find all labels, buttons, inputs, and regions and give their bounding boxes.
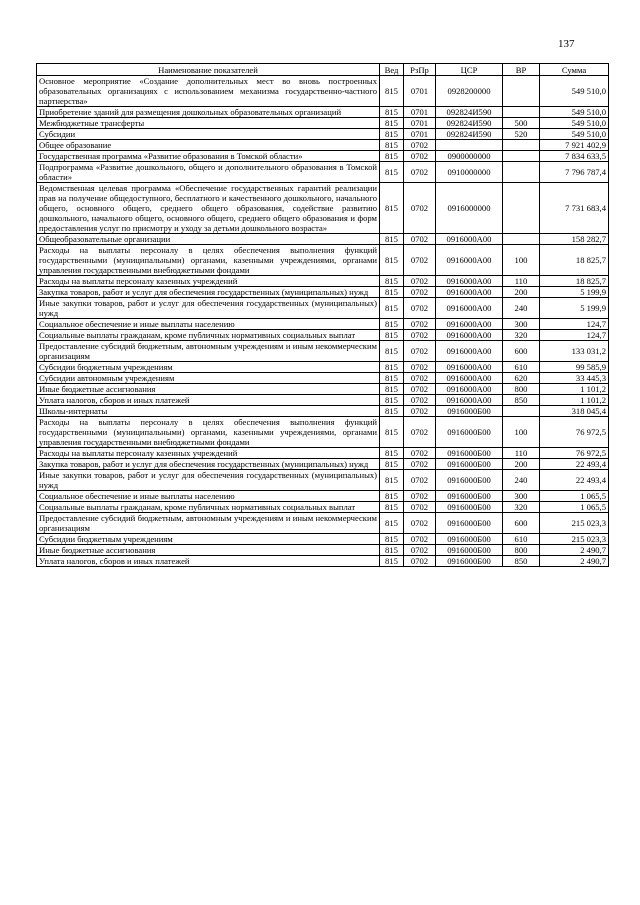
table-row — [37, 373, 609, 384]
row-ved: 815 — [380, 502, 404, 513]
row-rzpr: 0702 — [404, 470, 436, 491]
row-ved: 815 — [380, 395, 404, 406]
row-sum: 549 510,0 — [540, 107, 609, 118]
row-vr — [503, 151, 540, 162]
table-row — [37, 245, 609, 276]
row-name: Иные бюджетные ассигнования — [37, 384, 380, 395]
row-csr: 0916000Б00 — [436, 556, 503, 567]
row-vr: 850 — [503, 395, 540, 406]
row-csr: 0916000Б00 — [436, 459, 503, 470]
row-name: Иные бюджетные ассигнования — [37, 545, 380, 556]
table-row — [37, 341, 609, 362]
table-header-row — [37, 64, 609, 76]
row-sum: 5 199,9 — [540, 298, 609, 319]
row-csr: 0916000Б00 — [436, 502, 503, 513]
table-row — [37, 276, 609, 287]
row-csr: 0916000А00 — [436, 373, 503, 384]
row-name: Социальные выплаты гражданам, кроме публичных нормативных социальных выплат — [37, 330, 380, 341]
row-rzpr: 0702 — [404, 245, 436, 276]
table-row — [37, 491, 609, 502]
row-rzpr: 0702 — [404, 395, 436, 406]
row-sum: 1 101,2 — [540, 395, 609, 406]
row-csr: 0916000А00 — [436, 245, 503, 276]
row-rzpr: 0701 — [404, 118, 436, 129]
row-name: Межбюджетные трансферты — [37, 118, 380, 129]
row-rzpr: 0702 — [404, 319, 436, 330]
row-name: Общеобразовательные организации — [37, 234, 380, 245]
row-ved: 815 — [380, 183, 404, 234]
row-csr: 0916000Б00 — [436, 448, 503, 459]
table-row — [37, 298, 609, 319]
row-name: Предоставление субсидий бюджетным, автономным учреждениям и иным некоммерческим организациям — [37, 513, 380, 534]
row-ved: 815 — [380, 406, 404, 417]
row-ved: 815 — [380, 76, 404, 107]
row-ved: 815 — [380, 234, 404, 245]
row-vr: 850 — [503, 556, 540, 567]
row-csr: 0916000А00 — [436, 341, 503, 362]
row-ved: 815 — [380, 459, 404, 470]
row-name: Приобретение зданий для размещения дошкольных образовательных организаций — [37, 107, 380, 118]
row-csr — [436, 140, 503, 151]
table-row — [37, 140, 609, 151]
row-sum: 549 510,0 — [540, 118, 609, 129]
row-sum: 124,7 — [540, 319, 609, 330]
row-ved: 815 — [380, 330, 404, 341]
row-name: Расходы на выплаты персоналу казенных учреждений — [37, 276, 380, 287]
row-vr: 300 — [503, 319, 540, 330]
row-ved: 815 — [380, 319, 404, 330]
row-ved: 815 — [380, 107, 404, 118]
row-csr: 0916000Б00 — [436, 417, 503, 448]
row-vr — [503, 140, 540, 151]
table-row — [37, 162, 609, 183]
table-row — [37, 107, 609, 118]
row-vr: 200 — [503, 287, 540, 298]
table-row — [37, 502, 609, 513]
header-ved: Вед — [380, 64, 404, 76]
row-name: Субсидии автономным учреждениям — [37, 373, 380, 384]
row-sum: 7 921 402,9 — [540, 140, 609, 151]
row-sum: 2 490,7 — [540, 556, 609, 567]
header-sum: Сумма — [540, 64, 609, 76]
row-vr: 610 — [503, 534, 540, 545]
row-vr — [503, 183, 540, 234]
row-sum: 22 493,4 — [540, 459, 609, 470]
row-rzpr: 0702 — [404, 513, 436, 534]
row-name: Расходы на выплаты персоналу казенных учреждений — [37, 448, 380, 459]
row-rzpr: 0702 — [404, 556, 436, 567]
row-csr: 0916000А00 — [436, 287, 503, 298]
table-row — [37, 319, 609, 330]
row-rzpr: 0702 — [404, 276, 436, 287]
row-vr: 240 — [503, 298, 540, 319]
row-sum: 549 510,0 — [540, 76, 609, 107]
row-sum: 33 445,3 — [540, 373, 609, 384]
row-name: Субсидии — [37, 129, 380, 140]
row-name: Иные закупки товаров, работ и услуг для обеспечения государственных (муниципальных) нужд — [37, 470, 380, 491]
row-name: Предоставление субсидий бюджетным, автономным учреждениям и иным некоммерческим организациям — [37, 341, 380, 362]
header-vr: ВР — [503, 64, 540, 76]
table-row — [37, 362, 609, 373]
row-name: Расходы на выплаты персоналу в целях обеспечения выполнения функций государственными (муниципальными) органами, казенными учреждениями, органами управления государственными внебюджетными фондами — [37, 417, 380, 448]
row-vr: 620 — [503, 373, 540, 384]
row-sum: 7 834 633,5 — [540, 151, 609, 162]
row-name: Подпрограмма «Развитие дошкольного, общего и дополнительного образования в Томской области» — [37, 162, 380, 183]
row-csr: 0916000А00 — [436, 395, 503, 406]
table-row — [37, 406, 609, 417]
table-row — [37, 556, 609, 567]
row-rzpr: 0702 — [404, 448, 436, 459]
row-ved: 815 — [380, 276, 404, 287]
row-rzpr: 0702 — [404, 140, 436, 151]
row-rzpr: 0701 — [404, 129, 436, 140]
row-csr: 0916000Б00 — [436, 513, 503, 534]
row-ved: 815 — [380, 373, 404, 384]
row-csr: 0916000А00 — [436, 384, 503, 395]
row-vr: 320 — [503, 330, 540, 341]
row-sum: 5 199,9 — [540, 287, 609, 298]
row-sum: 318 045,4 — [540, 406, 609, 417]
row-csr: 0916000А00 — [436, 362, 503, 373]
row-sum: 76 972,5 — [540, 417, 609, 448]
table-row — [37, 545, 609, 556]
row-ved: 815 — [380, 245, 404, 276]
table-row — [37, 76, 609, 107]
row-rzpr: 0702 — [404, 162, 436, 183]
row-ved: 815 — [380, 341, 404, 362]
table-row — [37, 129, 609, 140]
table-row — [37, 470, 609, 491]
row-ved: 815 — [380, 384, 404, 395]
row-rzpr: 0702 — [404, 406, 436, 417]
row-rzpr: 0702 — [404, 341, 436, 362]
row-csr: 0916000Б00 — [436, 545, 503, 556]
row-sum: 18 825,7 — [540, 276, 609, 287]
table-row — [37, 151, 609, 162]
row-name: Социальное обеспечение и иные выплаты населению — [37, 319, 380, 330]
row-ved: 815 — [380, 491, 404, 502]
row-vr: 600 — [503, 513, 540, 534]
table-row — [37, 384, 609, 395]
row-rzpr: 0702 — [404, 234, 436, 245]
row-name: Школы-интернаты — [37, 406, 380, 417]
table-row — [37, 459, 609, 470]
page-number: 137 — [558, 38, 575, 50]
row-csr: 092824И590 — [436, 107, 503, 118]
row-rzpr: 0701 — [404, 76, 436, 107]
row-sum: 2 490,7 — [540, 545, 609, 556]
row-ved: 815 — [380, 140, 404, 151]
row-ved: 815 — [380, 448, 404, 459]
row-rzpr: 0702 — [404, 373, 436, 384]
row-rzpr: 0702 — [404, 298, 436, 319]
table-row — [37, 183, 609, 234]
row-vr — [503, 107, 540, 118]
row-name: Социальное обеспечение и иные выплаты населению — [37, 491, 380, 502]
row-rzpr: 0702 — [404, 151, 436, 162]
row-ved: 815 — [380, 287, 404, 298]
row-sum: 158 282,7 — [540, 234, 609, 245]
row-vr: 100 — [503, 417, 540, 448]
row-ved: 815 — [380, 118, 404, 129]
row-vr: 110 — [503, 448, 540, 459]
row-sum: 1 065,5 — [540, 502, 609, 513]
row-csr: 0916000А00 — [436, 276, 503, 287]
row-vr: 600 — [503, 341, 540, 362]
row-ved: 815 — [380, 129, 404, 140]
row-sum: 1 065,5 — [540, 491, 609, 502]
row-name: Основное мероприятие «Создание дополнительных мест во вновь построенных образовательных организациях с использованием механизма государственно-частного партнерства» — [37, 76, 380, 107]
row-csr: 0928200000 — [436, 76, 503, 107]
row-ved: 815 — [380, 362, 404, 373]
row-vr: 610 — [503, 362, 540, 373]
table-row — [37, 395, 609, 406]
row-csr: 0916000А00 — [436, 330, 503, 341]
row-name: Уплата налогов, сборов и иных платежей — [37, 556, 380, 567]
row-vr — [503, 406, 540, 417]
row-csr: 0916000А00 — [436, 319, 503, 330]
row-rzpr: 0702 — [404, 287, 436, 298]
table-row — [37, 330, 609, 341]
row-sum: 99 585,9 — [540, 362, 609, 373]
row-sum: 215 023,3 — [540, 513, 609, 534]
row-name: Субсидии бюджетным учреждениям — [37, 362, 380, 373]
budget-table — [36, 63, 609, 567]
row-vr: 800 — [503, 545, 540, 556]
row-ved: 815 — [380, 556, 404, 567]
header-rzpr: РзПр — [404, 64, 436, 76]
row-rzpr: 0702 — [404, 362, 436, 373]
row-sum: 18 825,7 — [540, 245, 609, 276]
table-row — [37, 118, 609, 129]
row-name: Государственная программа «Развитие образования в Томской области» — [37, 151, 380, 162]
row-csr: 0900000000 — [436, 151, 503, 162]
row-sum: 7 796 787,4 — [540, 162, 609, 183]
row-csr: 0916000Б00 — [436, 406, 503, 417]
row-rzpr: 0701 — [404, 107, 436, 118]
table-row — [37, 234, 609, 245]
row-sum: 1 101,2 — [540, 384, 609, 395]
table-row — [37, 287, 609, 298]
row-csr: 0916000Б00 — [436, 534, 503, 545]
row-rzpr: 0702 — [404, 502, 436, 513]
row-name: Субсидии бюджетным учреждениям — [37, 534, 380, 545]
row-rzpr: 0702 — [404, 459, 436, 470]
row-sum: 133 031,2 — [540, 341, 609, 362]
row-rzpr: 0702 — [404, 183, 436, 234]
row-name: Закупка товаров, работ и услуг для обеспечения государственных (муниципальных) нужд — [37, 287, 380, 298]
header-name: Наименование показателей — [37, 64, 380, 76]
row-csr: 0916000000 — [436, 183, 503, 234]
row-name: Уплата налогов, сборов и иных платежей — [37, 395, 380, 406]
row-ved: 815 — [380, 298, 404, 319]
row-ved: 815 — [380, 162, 404, 183]
row-sum: 549 510,0 — [540, 129, 609, 140]
table-row — [37, 534, 609, 545]
row-vr: 320 — [503, 502, 540, 513]
row-ved: 815 — [380, 513, 404, 534]
row-vr — [503, 162, 540, 183]
row-name: Общее образование — [37, 140, 380, 151]
row-rzpr: 0702 — [404, 545, 436, 556]
row-name: Закупка товаров, работ и услуг для обеспечения государственных (муниципальных) нужд — [37, 459, 380, 470]
row-ved: 815 — [380, 470, 404, 491]
row-name: Расходы на выплаты персоналу в целях обеспечения выполнения функций государственными (муниципальными) органами, казенными учреждениями, органами управления государственными внебюджетными фондами — [37, 245, 380, 276]
row-csr: 0916000А00 — [436, 234, 503, 245]
row-sum: 215 023,3 — [540, 534, 609, 545]
row-ved: 815 — [380, 151, 404, 162]
row-vr — [503, 76, 540, 107]
row-vr: 300 — [503, 491, 540, 502]
header-csr: ЦСР — [436, 64, 503, 76]
row-vr: 240 — [503, 470, 540, 491]
row-csr: 092824И590 — [436, 118, 503, 129]
row-name: Социальные выплаты гражданам, кроме публичных нормативных социальных выплат — [37, 502, 380, 513]
row-vr: 110 — [503, 276, 540, 287]
row-name: Ведомственная целевая программа «Обеспечение государственных гарантий реализации прав на получение общедоступного, бесплатного и качественного дошкольного, начального общего, основного общего, среднего общего образования, содействие развитию дошкольного, начального общего, основного общего, среднего общего образования и форм предоставления услуг по присмотру и уходу за детьми дошкольного возраста» — [37, 183, 380, 234]
row-ved: 815 — [380, 417, 404, 448]
row-vr — [503, 234, 540, 245]
row-csr: 0916000Б00 — [436, 491, 503, 502]
row-rzpr: 0702 — [404, 384, 436, 395]
row-sum: 124,7 — [540, 330, 609, 341]
row-sum: 7 731 683,4 — [540, 183, 609, 234]
row-rzpr: 0702 — [404, 534, 436, 545]
row-rzpr: 0702 — [404, 330, 436, 341]
row-rzpr: 0702 — [404, 491, 436, 502]
row-vr: 800 — [503, 384, 540, 395]
row-vr: 500 — [503, 118, 540, 129]
table-row — [37, 513, 609, 534]
table-row — [37, 448, 609, 459]
table-row — [37, 417, 609, 448]
row-vr: 520 — [503, 129, 540, 140]
row-csr: 0916000А00 — [436, 298, 503, 319]
row-sum: 22 493,4 — [540, 470, 609, 491]
row-vr: 200 — [503, 459, 540, 470]
row-csr: 092824И590 — [436, 129, 503, 140]
row-rzpr: 0702 — [404, 417, 436, 448]
row-sum: 76 972,5 — [540, 448, 609, 459]
row-ved: 815 — [380, 534, 404, 545]
row-csr: 0916000Б00 — [436, 470, 503, 491]
row-csr: 0910000000 — [436, 162, 503, 183]
row-name: Иные закупки товаров, работ и услуг для обеспечения государственных (муниципальных) нужд — [37, 298, 380, 319]
row-ved: 815 — [380, 545, 404, 556]
row-vr: 100 — [503, 245, 540, 276]
